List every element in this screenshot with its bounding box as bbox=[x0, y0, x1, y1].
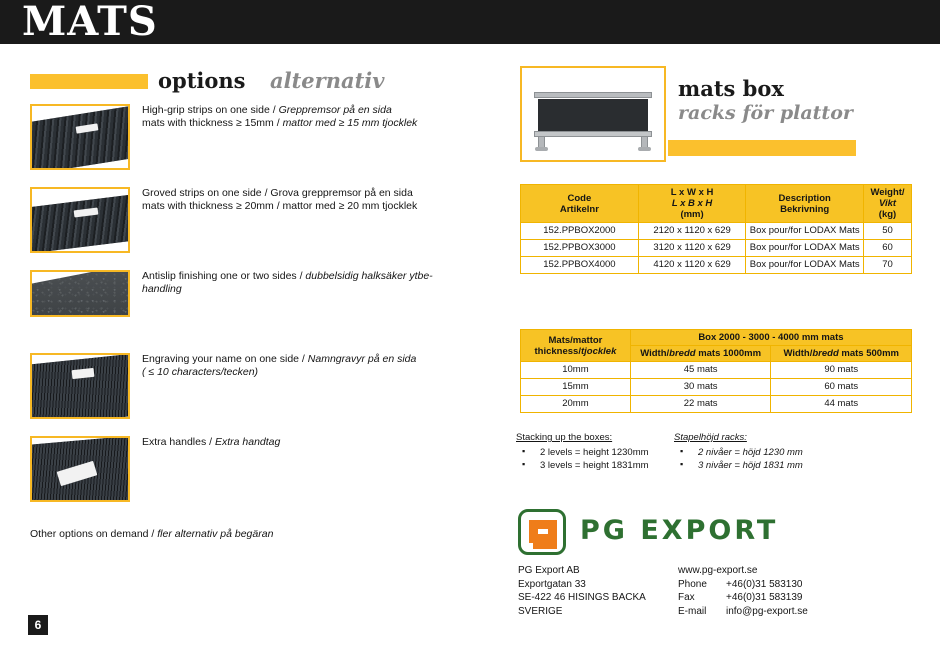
item-line2-sv: mattor med ≥ 15 mm tjocklek bbox=[282, 117, 418, 129]
list-item-text bbox=[142, 187, 450, 213]
table-row bbox=[521, 257, 912, 274]
options-list bbox=[30, 104, 450, 519]
header-line-2-italic: tjocklek bbox=[580, 345, 617, 357]
brand-logo-text: PG EXPORT bbox=[580, 515, 779, 546]
cell-dimensions: 2120 x 1120 x 629 bbox=[638, 223, 746, 240]
mats-box-accent-bar bbox=[668, 140, 856, 156]
item-line2-en: mats with thickness ≥ 20mm / mattor med ≥ 20 mm tjocklek bbox=[142, 200, 418, 212]
column-header-box-span: Box 2000 - 3000 - 4000 mm mats bbox=[630, 330, 911, 346]
mat-high-grip-strips-image bbox=[30, 104, 130, 170]
header-line-2: Artikelnr bbox=[559, 203, 599, 215]
page-number: 6 bbox=[28, 615, 48, 635]
column-header-thickness bbox=[521, 330, 631, 362]
table-row bbox=[521, 396, 912, 413]
list-item bbox=[30, 104, 450, 187]
table-row bbox=[521, 379, 912, 396]
footer-website-row[interactable] bbox=[678, 564, 938, 578]
cell-thickness: 10mm bbox=[521, 362, 631, 379]
options-footer-note bbox=[30, 528, 273, 540]
header-line-1: L x W x H bbox=[670, 187, 714, 198]
item-line1-en: High-grip strips on one side / bbox=[142, 104, 279, 116]
header-line-2: Vikt bbox=[878, 198, 897, 209]
list-item: ▪ 3 nivåer = höjd 1831 mm bbox=[674, 459, 884, 472]
list-item-text bbox=[142, 104, 450, 130]
column-header-dimensions bbox=[638, 185, 746, 223]
cell-mats-1000: 45 mats bbox=[630, 362, 771, 379]
stacking-notes-en-title: Stacking up the boxes: bbox=[516, 432, 613, 443]
item-line1-sv: Greppremsor på en sida bbox=[278, 104, 392, 116]
cell-mats-500: 44 mats bbox=[771, 396, 912, 413]
page-banner bbox=[0, 0, 940, 44]
sub-b: bredd bbox=[669, 348, 696, 359]
header-line-1: Weight/ bbox=[870, 187, 905, 198]
footer-contact-details bbox=[678, 564, 938, 618]
cell-mats-500: 90 mats bbox=[771, 362, 912, 379]
table-header-row bbox=[521, 330, 912, 346]
sub-a: Width/ bbox=[783, 348, 813, 359]
header-line-3: (mm) bbox=[680, 209, 704, 220]
footer-phone-value: +46(0)31 583130 bbox=[726, 578, 803, 590]
column-header-width-1000 bbox=[630, 346, 771, 362]
column-header-code bbox=[521, 185, 639, 223]
sub-a: Width/ bbox=[640, 348, 670, 359]
capacity-table bbox=[520, 329, 912, 413]
cell-code: 152.PPBOX3000 bbox=[521, 240, 639, 257]
item-line1-en: Extra handles / bbox=[142, 436, 215, 448]
cell-thickness: 20mm bbox=[521, 396, 631, 413]
cell-weight: 60 bbox=[864, 240, 912, 257]
footer-fax-label: Fax bbox=[678, 592, 695, 603]
cell-dimensions: 4120 x 1120 x 629 bbox=[638, 257, 746, 274]
cell-description: Box pour/for LODAX Mats bbox=[746, 240, 864, 257]
table-row bbox=[521, 362, 912, 379]
column-header-width-500 bbox=[771, 346, 912, 362]
footer-email-value[interactable]: info@pg-export.se bbox=[726, 605, 808, 617]
mat-groved-strips-image bbox=[30, 187, 130, 253]
footer-fax-row bbox=[678, 591, 938, 605]
list-item: ▪ 2 levels = height 1230mm bbox=[516, 446, 706, 459]
footer-website[interactable]: www.pg-export.se bbox=[678, 565, 758, 576]
footer-address bbox=[518, 564, 678, 618]
cell-mats-500: 60 mats bbox=[771, 379, 912, 396]
footer-phone-label: Phone bbox=[678, 578, 707, 590]
sub-b: bredd bbox=[812, 348, 839, 359]
column-header-description bbox=[746, 185, 864, 223]
page-title: MATS bbox=[22, 0, 158, 45]
options-footer-note-sv: fler alternativ på begäran bbox=[157, 528, 274, 540]
mats-box-column bbox=[510, 44, 940, 645]
stacking-notes-sv-title: Stapelhöjd racks: bbox=[674, 432, 747, 443]
footer-fax-value: +46(0)31 583139 bbox=[726, 592, 803, 603]
list-item bbox=[30, 270, 450, 353]
list-item: ▪ 2 nivåer = höjd 1230 mm bbox=[674, 446, 884, 459]
mat-engraving-image bbox=[30, 353, 130, 419]
item-line2-sv: handling bbox=[142, 283, 182, 295]
header-line-2: L x B x H bbox=[671, 198, 713, 209]
item-line2-en: mats with thickness ≥ 15mm / bbox=[142, 117, 283, 129]
cell-dimensions: 3120 x 1120 x 629 bbox=[638, 240, 746, 257]
item-line1-sv: Extra handtag bbox=[214, 436, 281, 448]
rack-illustration bbox=[534, 92, 652, 148]
table-row bbox=[521, 223, 912, 240]
footer-phone-row bbox=[678, 578, 938, 592]
cell-mats-1000: 30 mats bbox=[630, 379, 771, 396]
column-header-weight bbox=[864, 185, 912, 223]
item-line1-sv: Namngravyr på en sida bbox=[307, 353, 417, 365]
cell-code: 152.PPBOX2000 bbox=[521, 223, 639, 240]
mats-box-title-en: mats box bbox=[678, 76, 784, 101]
options-column bbox=[0, 44, 480, 645]
footer-company: PG Export AB bbox=[518, 565, 580, 576]
cell-mats-1000: 22 mats bbox=[630, 396, 771, 413]
header-line-2: thickness/ bbox=[534, 345, 581, 357]
list-item-text bbox=[142, 436, 450, 449]
footer-country: SVERIGE bbox=[518, 605, 563, 617]
mats-box-rack-photo bbox=[520, 66, 666, 162]
cell-description: Box pour/for LODAX Mats bbox=[746, 223, 864, 240]
list-item bbox=[30, 353, 450, 436]
list-item: ▪ 3 levels = height 1831mm bbox=[516, 459, 706, 472]
table-header-row bbox=[521, 185, 912, 223]
list-item bbox=[30, 187, 450, 270]
stacking-notes-sv bbox=[674, 432, 884, 472]
item-line1-en: Groved strips on one side / Grova greppremsor på en sida bbox=[142, 187, 413, 199]
cell-thickness: 15mm bbox=[521, 379, 631, 396]
brand-logo bbox=[518, 509, 818, 557]
item-line1-en: Antislip finishing one or two sides / bbox=[142, 270, 306, 282]
list-item-text bbox=[142, 353, 450, 379]
list-item bbox=[30, 436, 450, 519]
header-line-1: Code bbox=[567, 192, 592, 204]
sub-c: mats 1000mm bbox=[695, 348, 762, 359]
pg-export-logo-icon bbox=[518, 509, 566, 555]
options-heading-sv: alternativ bbox=[270, 68, 385, 93]
header-line-1: Description bbox=[778, 192, 831, 204]
footer-city: SE-422 46 HISINGS BACKA bbox=[518, 592, 646, 603]
cell-description: Box pour/for LODAX Mats bbox=[746, 257, 864, 274]
sub-c: mats 500mm bbox=[838, 348, 899, 359]
footer-email-row[interactable] bbox=[678, 605, 938, 619]
cell-code: 152.PPBOX4000 bbox=[521, 257, 639, 274]
footer-street: Exportgatan 33 bbox=[518, 578, 586, 590]
mat-antislip-finish-image bbox=[30, 270, 130, 317]
mats-box-heading bbox=[520, 66, 940, 176]
table-row bbox=[521, 240, 912, 257]
cell-weight: 70 bbox=[864, 257, 912, 274]
mats-box-title-sv: racks för plattor bbox=[678, 102, 853, 124]
options-footer-note-en: Other options on demand / bbox=[30, 528, 158, 540]
products-table bbox=[520, 184, 912, 274]
item-line1-sv: dubbelsidig halksäker ytbe- bbox=[305, 270, 433, 282]
options-heading bbox=[30, 68, 385, 94]
footer-email-label: E-mail bbox=[678, 605, 707, 617]
mat-extra-handles-image bbox=[30, 436, 130, 502]
list-item-text bbox=[142, 270, 450, 296]
options-heading-accent-bar bbox=[30, 74, 148, 89]
header-line-1: Mats/mattor bbox=[548, 334, 603, 346]
options-heading-en: options bbox=[158, 68, 246, 93]
item-line2-sv: ( ≤ 10 characters/tecken) bbox=[142, 366, 259, 378]
header-line-3: (kg) bbox=[878, 209, 897, 220]
item-line1-en: Engraving your name on one side / bbox=[142, 353, 308, 365]
cell-weight: 50 bbox=[864, 223, 912, 240]
header-line-2: Bekrivning bbox=[780, 203, 830, 215]
